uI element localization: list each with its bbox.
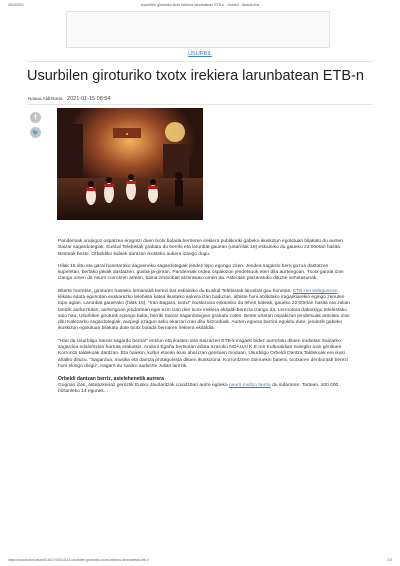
print-date: 20/4/2021 [8,3,24,7]
section-link-usurbil[interactable]: USURBIL [188,51,212,57]
twitter-share-icon[interactable]: 🐦 [30,127,41,138]
divider [28,61,372,62]
print-page-number: 1/3 [387,558,392,562]
paragraph: "Hau da Usurbilgo Saizar sagardo berria!" entzun eta ikusten dira Saizarren ETB-k iragarki bidez aurreratu dituen irudietan Saizarko sagardoa edalontzian hartuta erakutsiz, Andoni Egaña bertsotan edota azaroko NOAUAI K.E.ren Kulturaldian Sutegiin izan genituen Korrontzi taldekoak dantzan. Eta haiekin, kultur etxean ikusi ahal izan genituen moduan, Usurbilgo Orbeldi Dantza Taldekoak ere ikusi ahalko dituzu. "Sagardoa, musika eta dantza protagonista dituen ikuskizuna. Korrontziren doinuekin batera, txotxaren denboraldi berezi honi ekingo diogu", iragarri du saioko aurkezle Julian lantzik. [58,338,348,369]
print-footer [8,558,392,562]
article-meta [28,96,110,102]
paragraph: Gogoan izan, asteazkenaz geroztik Eusko Jaurlaritzak covid19ari aurre egiteko neurri multzo berria du indarrean. Tartean, 100.000 biztanleko 14 egunek... [58,382,339,394]
svg-text:•: • [125,132,129,138]
print-header [8,3,392,7]
article-photo [57,108,203,220]
print-title: Usurbilen giroturiko txotx irekiera larunbatean ETB-n - Usurbil - Noaua.eus [140,3,260,7]
paragraph: Bitarte horretan, giroturen hasteko lemanaldi berezi bat eskainiko du Euskal Telebistak larunbat gau honetan. ETB-ren webgunean klikatu edota egunotan euskarazko telebista katea ikusteko aukera izan baduzue, albiste honi atxikitako iragarkiarekin egingo zenuten topo agian. Larunbat gauerako (hilak 16), "Iran Bagara, txotx!" ikuskizuna eskainiko du leheri kateak, gaueko 22:00etan hasita eta Julian lantzik aurkeztutan; aurtengoan jendartean egin ezin izan den txotx irekiera ekitaldi berezia izango da. Lerrootara dakarkigu telebistako saio hau, Usurbilen giroturik egongo baita; berriki Saizar sagardotegian grabatu zuten. Beste urtetan ospakizun jendetsuak antolatu izan ditu Kalezarko sagardotegiak, aurpegi ezagun asko ekarrari izan ditu hitzorduak. Aurten egoera berrira egokitu dute; jenderik gabeko ikuskizun egokituan bilakatu dute txotx bolada berriaren irekiera ekitaldia. [58,288,350,332]
article-date: 2021-01-15 08:54 [67,96,111,102]
measures-link[interactable]: neurri multzo berria [228,382,271,388]
article-author[interactable]: Noaua Aldizkaria [28,96,63,101]
print-url: https://noaua.eus/usurbil/1610700014141-usurbilen-giroturiko-txotx-irekiera-larunbatean-etb-n [8,558,149,562]
divider [28,104,372,105]
article-subheading: Orbeldi dantzan berriz, astelehenetik aurrera [58,376,164,383]
article-title: Usurbilen giroturiko txotx irekiera larunbatean ETB-n [27,68,364,84]
paragraph: Pandemiak oraingoz ospatzea eragotzi duen txotx bolada berrieren irekiera publikoriki gabeko ikuskizun egokituan bilakatu du aurten Saizar sagardotegiak. Euskal Telebistak grabatu du berriki eta larunbat gauean (urtarrilak 16) eskainiko du gaueko 22:00etan hasita. Besteak beste, Orbeldiko kidaek dantzan ikusteko aukera izango dugu. [58,239,343,257]
etb-website-link[interactable]: ETB-ren webgunean [292,288,338,294]
facebook-share-icon[interactable]: f [30,112,41,123]
ad-banner [66,11,330,48]
article-body [58,239,351,401]
paragraph: Hilak 15 ditu eta garai honetarako dagoeneko sagardotegiak jendez lepo egongo ziren. Jendea sagardo berri gozoa dastatzen kupeletan, bertako jakiak dastatzen, gustia ja-girean. Pandemiak ordea ospakizun jendetsuok eten ditu aurtengoan. Txotx garaia izan izango omen da neurri zorrotzen artean, baina zertxobait atzeratuko omen da. Asteotan plazaratuko dituzte xehetasunak. [58,263,344,282]
